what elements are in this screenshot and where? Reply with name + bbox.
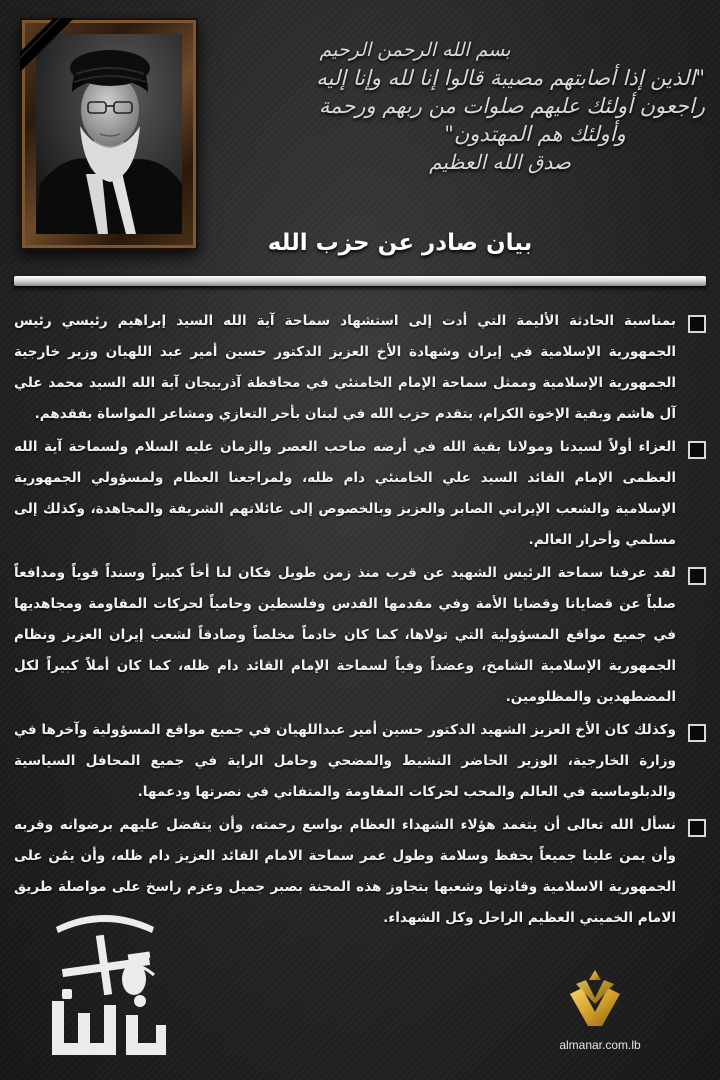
paragraph bbox=[14, 715, 706, 808]
site-url: almanar.com.lb bbox=[559, 1038, 641, 1052]
square-bullet-icon bbox=[688, 441, 706, 459]
basmala: بسم الله الرحمن الرحيم bbox=[319, 39, 511, 61]
paragraph bbox=[14, 432, 706, 556]
paragraph-text: بمناسبة الحادثة الأليمة التي أدت إلى استشهاد سماحة آية الله السيد إبراهيم رئيسي رئيس الجمهورية الإسلامية في إيران وشهادة الأخ العزيز الدكتور حسين أمير عبد اللهيان وزير خارجية الجمهورية الإسلامية وممثل سماحة الإمام الخامنئي في محافظة آذربيجان آية الله السيد محمد علي آل هاشم وبقية الإخوة الكرام، يتقدم حزب الله في لبنان بأحر التعازي ومشاعر المواساة بفقدهم. bbox=[14, 313, 676, 422]
verse-line-3: وأولئك هم المهتدون" bbox=[444, 122, 626, 146]
portrait-frame bbox=[20, 18, 198, 250]
verse-line-2: راجعون أولئك عليهم صلوات من ربهم ورحمة bbox=[318, 94, 705, 118]
verse-closing: صدق الله العظيم bbox=[429, 150, 571, 174]
title-divider bbox=[14, 276, 706, 286]
paragraph-text: نسأل الله تعالى أن يتغمد هؤلاء الشهداء العظام بواسع رحمته، وأن يتفضل عليهم برضوانه وقربه وأن يمن علينا جميعاً بحفظ وسلامة وطول عمر سماحة الامام القائد العزيز دام ظله، وأن يمُن على الجمهورية الاسلامية وقادتها وشعبها بتجاوز هذه المحنة بصبر جميل وعزم راسخ على مواصلة طريق الامام الخميني العظيم الراحل وكل الشهداء. bbox=[14, 817, 676, 926]
square-bullet-icon bbox=[688, 315, 706, 333]
verse-line-1: "الذين إذا أصابتهم مصيبة قالوا إنا لله وإنا إليه bbox=[316, 66, 705, 90]
square-bullet-icon bbox=[688, 724, 706, 742]
square-bullet-icon bbox=[688, 567, 706, 585]
quran-verse bbox=[215, 36, 705, 176]
square-bullet-icon bbox=[688, 819, 706, 837]
page-title: بيان صادر عن حزب الله bbox=[267, 230, 533, 256]
paragraph-text: وكذلك كان الأخ العزيز الشهيد الدكتور حسين أمير عبداللهيان في جميع مواقع المسؤولية وآخرها في وزارة الخارجية، الوزير الحاضر النشيط والمضحي وحامل الراية في جميع المحافل السياسية والدبلوماسية في العالم والمحب لحركات المقاومة والمتفاني في نصرتها ودعمها. bbox=[14, 722, 676, 800]
paragraph-text: لقد عرفنا سماحة الرئيس الشهيد عن قرب منذ زمن طويل فكان لنا أخاً كبيراً وسنداً قوياً ومدافعاً صلباً عن قضايانا وقضايا الأمة وفي مقدمها القدس وفلسطين وحامياً لحركات المقاومة ومجاهديها في جميع مواقع المسؤولية التي تولاها، كما كان خادماً مخلصاً وصادقاً لشعب إيران العزيز ونظام الجمهورية الإسلامية الشامخ، وعضداً وفياً لسماحة الإمام القائد دام ظله، كما كان أملاً كبيراً لكل المضطهدين والمظلومين. bbox=[14, 565, 676, 705]
paragraph bbox=[14, 558, 706, 713]
paragraph bbox=[14, 306, 706, 430]
paragraph-text: العزاء أولاً لسيدنا ومولانا بقية الله في أرضه صاحب العصر والزمان عليه السلام ولسماحة آية الله العظمى الإمام القائد السيد علي الخامنئي دام ظله، ولمراجعنا العظام ولمسؤولي الجمهورية الإسلامية والشعب الإيراني الصابر والعزيز وبالخصوص إلى عائلاتهم الشريفة والمجاهدة، وكذلك إلى مسلمي وأحرار العالم. bbox=[14, 439, 676, 548]
almanar-logo bbox=[562, 968, 628, 1030]
statement-body bbox=[14, 306, 706, 936]
portrait-image bbox=[36, 34, 182, 234]
hezbollah-logo bbox=[42, 905, 168, 1057]
